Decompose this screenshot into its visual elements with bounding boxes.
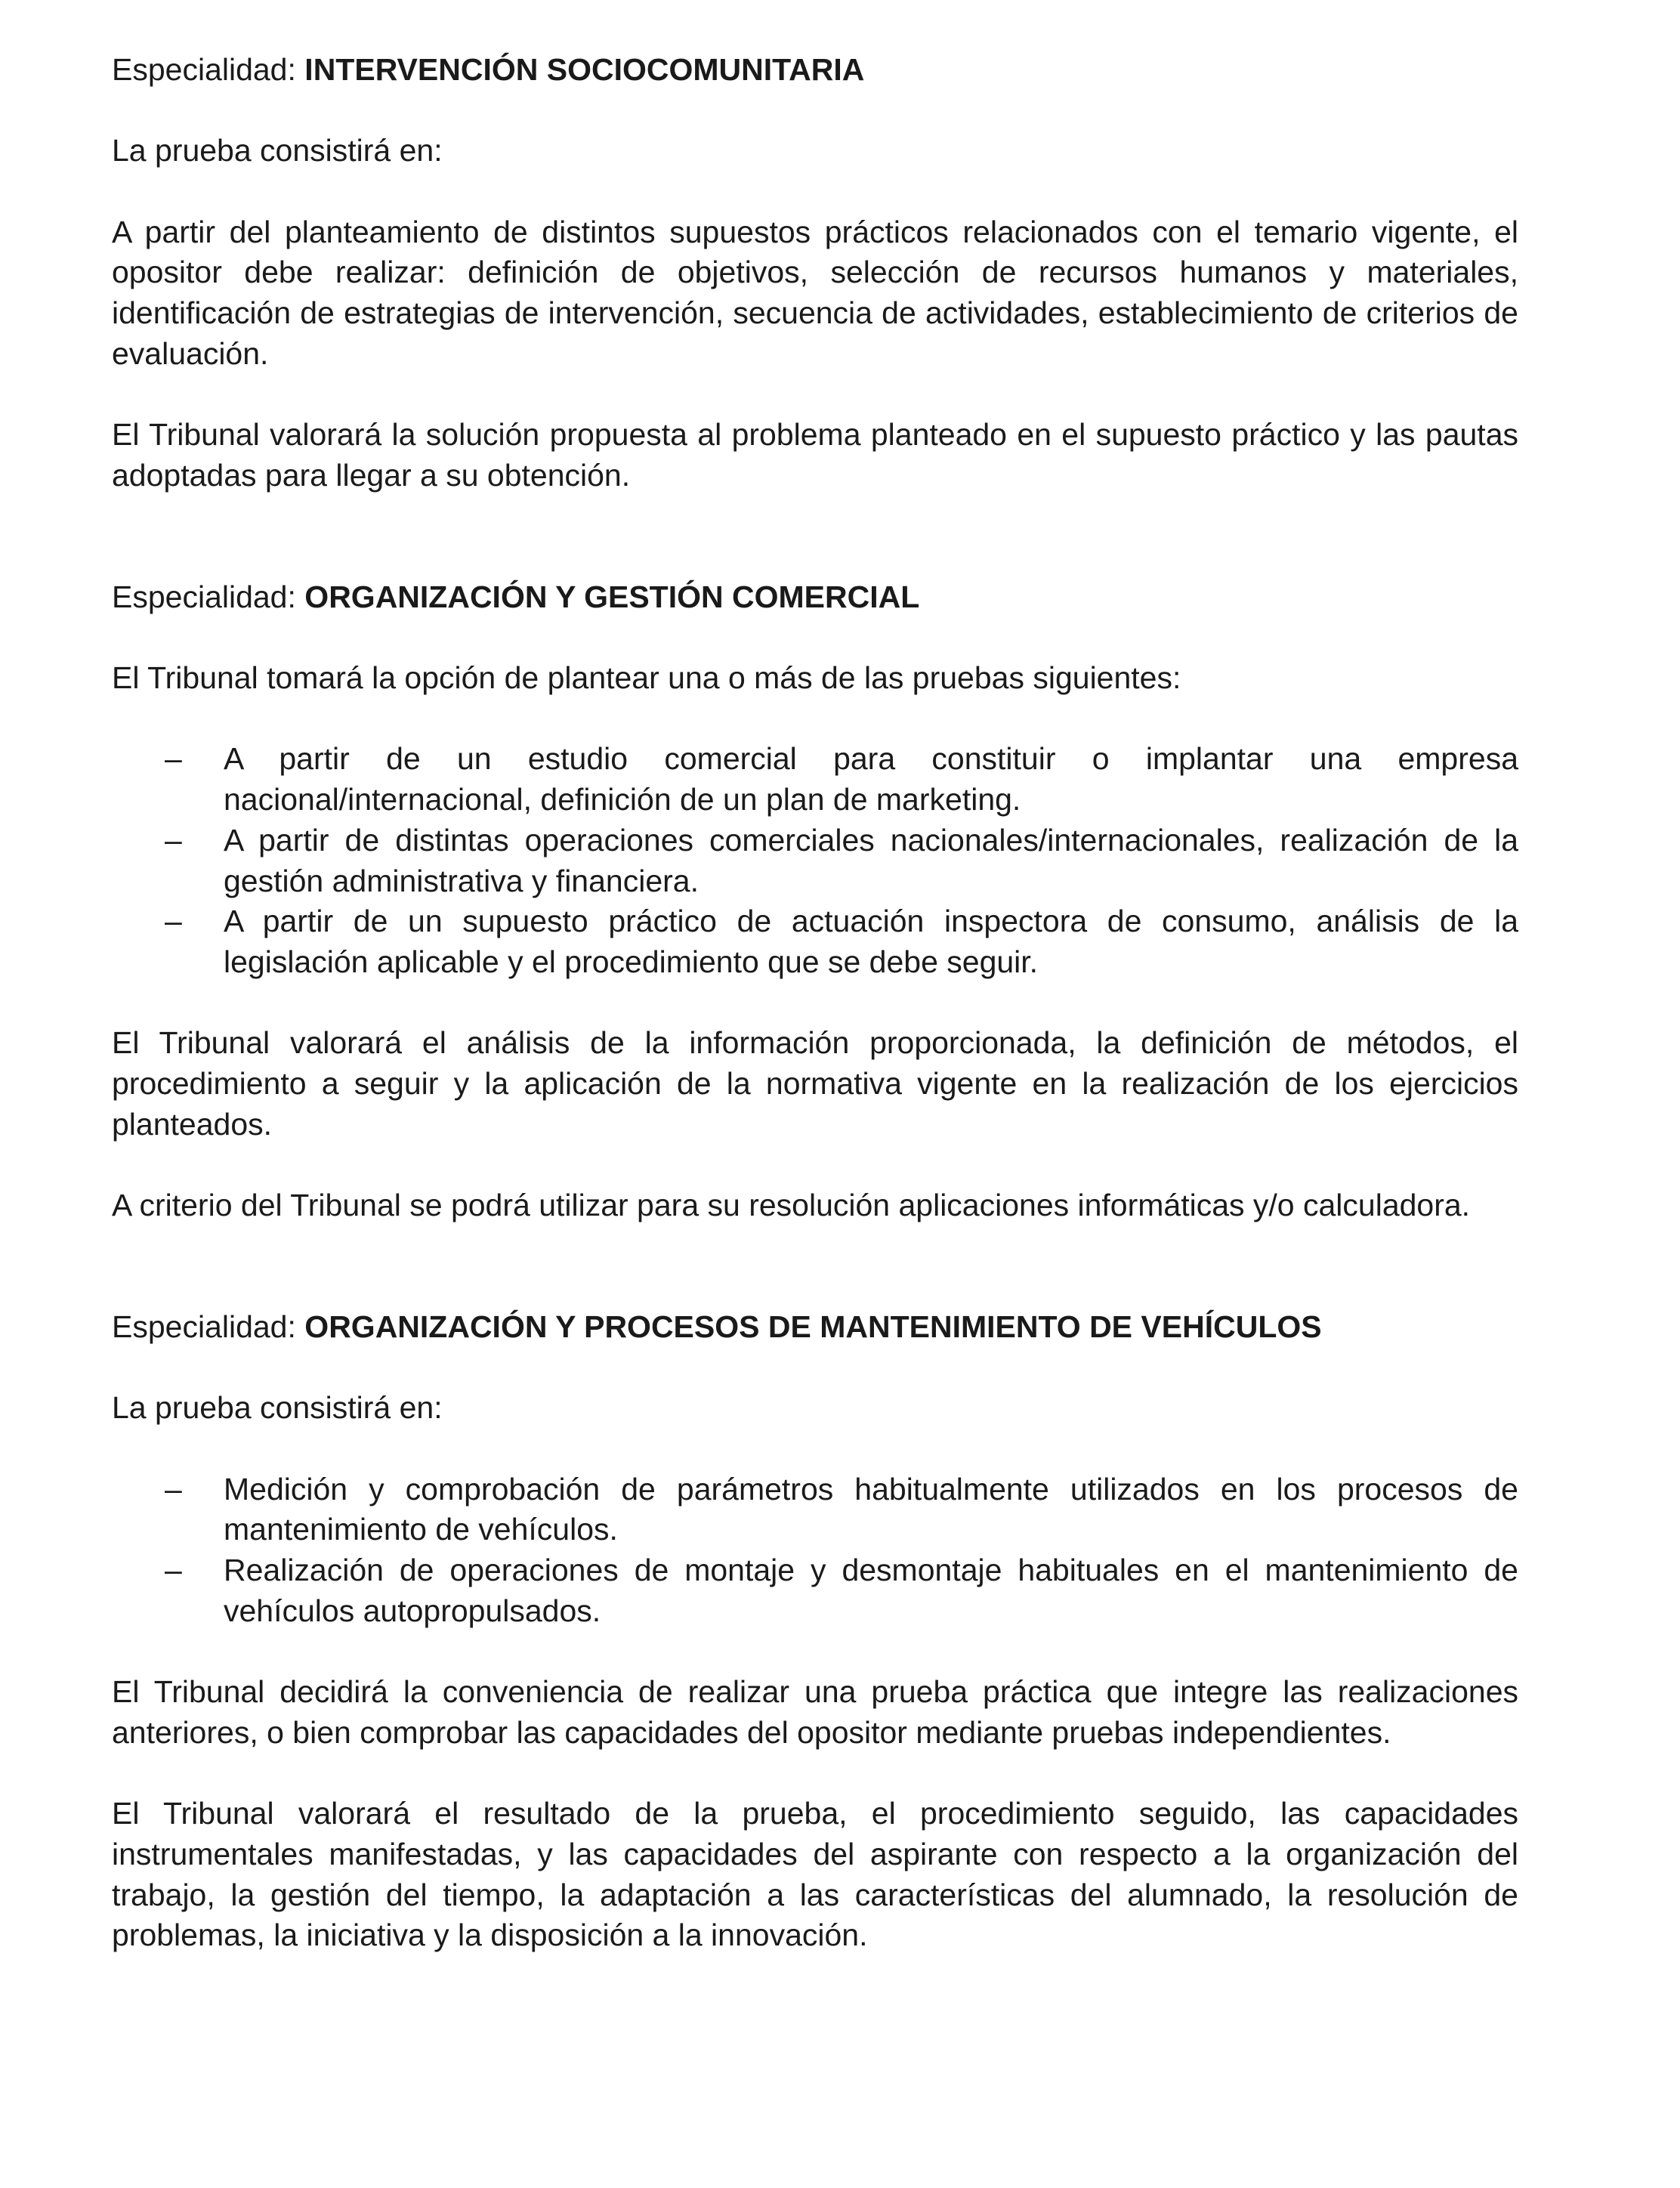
heading-title: ORGANIZACIÓN Y PROCESOS DE MANTENIMIENTO DE VEHÍCULOS [304,1309,1322,1344]
list-item [112,1550,1518,1631]
list-item [112,820,1518,901]
paragraph: El Tribunal valorará la solución propuesta al problema planteado en el supuesto práctico y las pautas adoptadas para llegar a su obtención. [112,417,1518,493]
section-intervencion [112,50,1518,496]
heading-label: Especialidad: [112,579,296,614]
bullet-list [112,1469,1518,1632]
intro: El Tribunal tomará la opción de plantear una o más de las pruebas siguientes: [112,660,1181,696]
intro: La prueba consistirá en: [112,133,443,168]
dash-bullet: – [165,1471,182,1507]
paragraph: El Tribunal valorará el resultado de la prueba, el procedimiento seguido, las capacidades instrumentales manifestadas, y las capacidades del aspirante con respecto a la organización del trabajo, la gestión del tiempo, la adaptación a las características del alumnado, la resolución de problemas, la iniciativa y la disposición a la innovación. [112,1796,1518,1953]
paragraph: A partir del planteamiento de distintos supuestos prácticos relacionados con el temario vigente, el opositor debe realizar: definición de objetivos, selección de recursos humanos y materiales, identificación de estrategias de intervención, secuencia de actividades, establecimiento de criterios de evaluación. [112,214,1518,371]
dash-bullet: – [165,822,182,858]
list-item-text: A partir de un supuesto práctico de actuación inspectora de consumo, análisis de la legislación aplicable y el procedimiento que se debe seguir. [224,904,1518,979]
section-vehiculos [112,1307,1518,1956]
list-item-text: A partir de distintas operaciones comerciales nacionales/internacionales, realización de la gestión administrativa y financiera. [224,822,1518,898]
list-item [112,739,1518,820]
heading-label: Especialidad: [112,1309,296,1344]
document-page [112,50,1518,1997]
section-heading [112,1307,1518,1348]
dash-bullet: – [165,1553,182,1588]
paragraph: El Tribunal decidirá la conveniencia de realizar una prueba práctica que integre las realizaciones anteriores, o bien comprobar las capacidades del opositor mediante pruebas independientes. [112,1674,1518,1750]
heading-label: Especialidad: [112,52,296,87]
section-comercial [112,577,1518,1226]
paragraph: El Tribunal valorará el análisis de la información proporcionada, la definición de métodos, el procedimiento a seguir y la aplicación de la normativa vigente en la realización de los ejercicios planteados. [112,1025,1518,1142]
list-item-text: Realización de operaciones de montaje y desmontaje habituales en el mantenimiento de vehículos autopropulsados. [224,1553,1518,1628]
heading-title: INTERVENCIÓN SOCIOCOMUNITARIA [304,52,865,87]
list-item-text: Medición y comprobación de parámetros habitualmente utilizados en los procesos de mantenimiento de vehículos. [224,1471,1518,1547]
dash-bullet: – [165,904,182,939]
list-item [112,901,1518,982]
section-heading [112,577,1518,618]
paragraph: A criterio del Tribunal se podrá utilizar para su resolución aplicaciones informáticas y/o calculadora. [112,1188,1471,1223]
list-item [112,1469,1518,1550]
dash-bullet: – [165,741,182,777]
section-heading [112,50,1518,91]
intro: La prueba consistirá en: [112,1390,443,1426]
list-item-text: A partir de un estudio comercial para constituir o implantar una empresa nacional/internacional, definición de un plan de marketing. [224,741,1518,817]
bullet-list [112,739,1518,982]
heading-title: ORGANIZACIÓN Y GESTIÓN COMERCIAL [304,579,920,614]
